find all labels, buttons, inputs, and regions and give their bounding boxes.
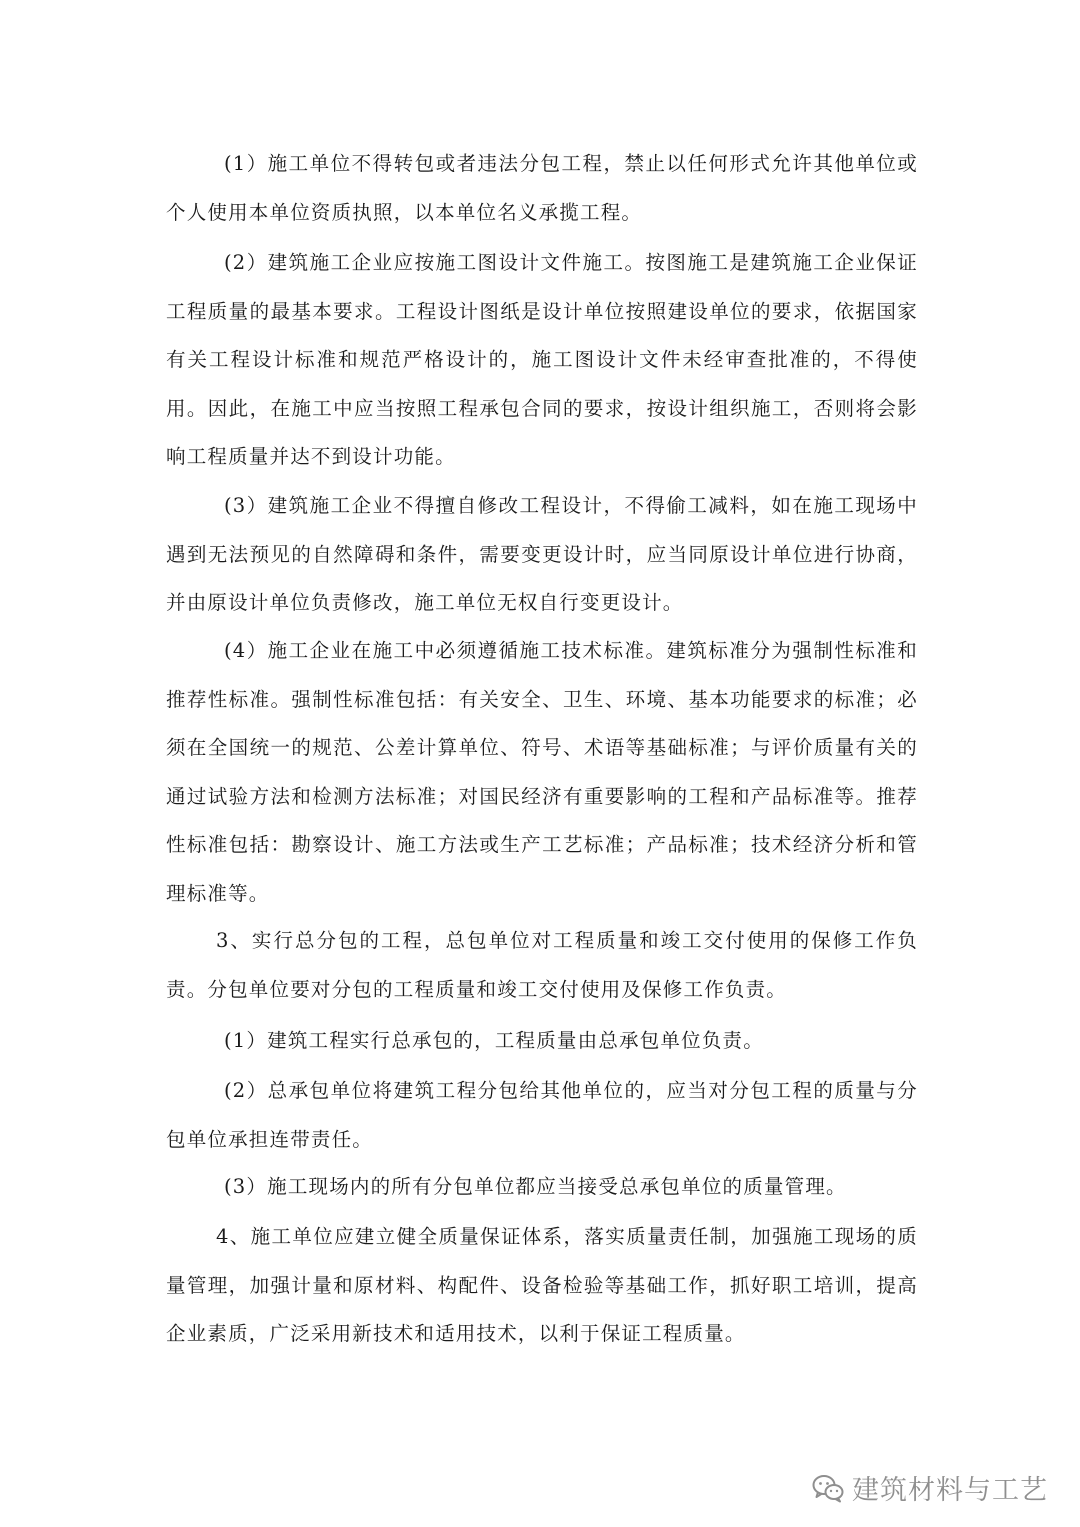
paragraph-1-1: (1）施工单位不得转包或者违法分包工程，禁止以任何形式允许其他单位或个人使用本单位资质执照，以本单位名义承揽工程。 [166, 152, 918, 224]
watermark [812, 1468, 1048, 1507]
paragraph-3-1: (1）建筑工程实行总承包的，工程质量由总承包单位负责。 [224, 1029, 764, 1052]
paragraph-1-2: (2）建筑施工企业应按施工图设计文件施工。按图施工是建筑施工企业保证工程质量的最基本要求。工程设计图纸是设计单位按照建设单位的要求，依据国家有关工程设计标准和规范严格设计的，施工图设计文件未经审查批准的，不得使用。因此，在施工中应当按照工程承包合同的要求，按设计组织施工，否则将会影响工程质量并达不到设计功能。 [166, 251, 918, 468]
paragraph-3-3: (3）施工现场内的所有分包单位都应当接受总承包单位的质量管理。 [224, 1175, 847, 1198]
wechat-icon [812, 1473, 844, 1503]
paragraph-1-4: (4）施工企业在施工中必须遵循施工技术标准。建筑标准分为强制性标准和推荐性标准。强制性标准包括：有关安全、卫生、环境、基本功能要求的标准；必须在全国统一的规范、公差计算单位、符号、术语等基础标准；与评价质量有关的通过试验方法和检测方法标准；对国民经济有重要影响的工程和产品标准等。推荐性标准包括：勘察设计、施工方法或生产工艺标准；产品标准；技术经济分析和管理标准等。 [166, 639, 918, 905]
paragraph-section-4: 4、施工单位应建立健全质量保证体系，落实质量责任制，加强施工现场的质量管理，加强计量和原材料、构配件、设备检验等基础工作，抓好职工培训，提高企业素质，广泛采用新技术和适用技术，以利于保证工程质量。 [166, 1225, 918, 1345]
paragraph-3-2: (2）总承包单位将建筑工程分包给其他单位的，应当对分包工程的质量与分包单位承担连带责任。 [166, 1079, 918, 1151]
paragraph-1-3: (3）建筑施工企业不得擅自修改工程设计，不得偷工减料，如在施工现场中遇到无法预见的自然障碍和条件，需要变更设计时，应当同原设计单位进行协商，并由原设计单位负责修改，施工单位无权自行变更设计。 [166, 494, 918, 614]
watermark-text: 建筑材料与工艺 [852, 1475, 1048, 1506]
paragraph-section-3: 3、实行总分包的工程，总包单位对工程质量和竣工交付使用的保修工作负责。分包单位要对分包的工程质量和竣工交付使用及保修工作负责。 [166, 929, 918, 1001]
